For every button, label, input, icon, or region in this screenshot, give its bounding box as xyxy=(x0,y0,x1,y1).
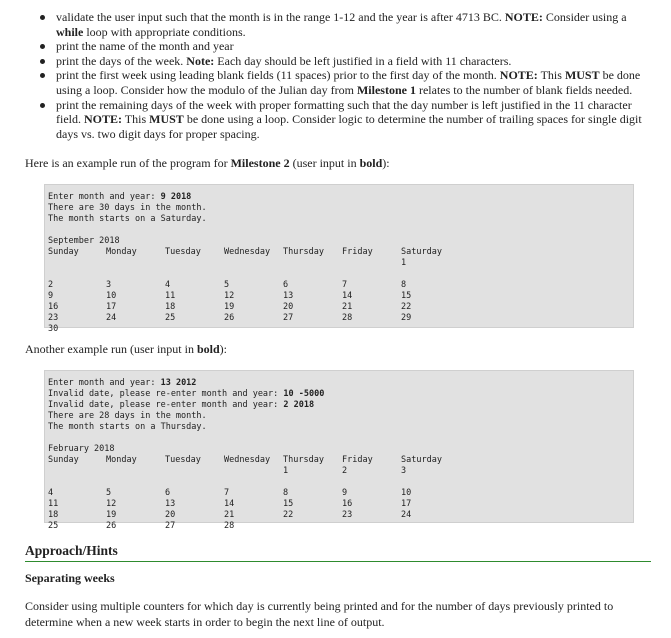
example1-day-cell: 27 xyxy=(283,313,294,323)
example2-day-cell: 1 xyxy=(283,466,289,476)
example1-days-line: There are 30 days in the month. xyxy=(48,203,207,213)
example1-weekday-thursday: Thursday xyxy=(283,247,324,257)
example1-day-cell: 22 xyxy=(401,302,412,312)
example2-weekday-saturday: Saturday xyxy=(401,455,442,465)
example2-day-cell: 16 xyxy=(342,499,353,509)
example2-day-cell: 23 xyxy=(342,510,353,520)
example1-day-cell: 1 xyxy=(401,258,407,268)
example2-day-cell: 14 xyxy=(224,499,235,509)
example1-day-cell: 17 xyxy=(106,302,117,312)
approach-hints-heading: Approach/Hints xyxy=(25,542,651,562)
example2-start-line: The month starts on a Thursday. xyxy=(48,422,207,432)
hint-paragraph: Consider using multiple counters for which day is currently being printed and for the number of days previously printed to determine when a new week starts in order to begin the next line of output. xyxy=(25,599,614,629)
example2-weekday-tuesday: Tuesday xyxy=(165,455,201,465)
requirements-list xyxy=(40,10,650,141)
example1-day-cell: 5 xyxy=(224,280,230,290)
example2-prompt-line-3: Invalid date, please re-enter month and year: 2 2018 xyxy=(48,400,315,410)
example1-day-cell: 8 xyxy=(401,280,407,290)
separating-weeks-subheading: Separating weeks xyxy=(25,571,115,585)
example2-day-cell: 6 xyxy=(165,488,171,498)
example1-weekday-sunday: Sunday xyxy=(48,247,79,257)
example1-day-cell: 11 xyxy=(165,291,176,301)
example1-day-cell: 15 xyxy=(401,291,412,301)
example2-day-cell: 21 xyxy=(224,510,235,520)
example2-day-cell: 24 xyxy=(401,510,412,520)
example1-intro: Here is an example run of the program for Milestone 2 (user input in bold): xyxy=(25,156,390,170)
example1-day-cell: 13 xyxy=(283,291,294,301)
example1-day-cell: 29 xyxy=(401,313,412,323)
example2-prompt-line-2: Invalid date, please re-enter month and year: 10 -5000 xyxy=(48,389,325,399)
example2-weekday-sunday: Sunday xyxy=(48,455,79,465)
example2-day-cell: 8 xyxy=(283,488,289,498)
example2-day-cell: 22 xyxy=(283,510,294,520)
example1-output xyxy=(44,184,634,334)
example2-weekday-thursday: Thursday xyxy=(283,455,324,465)
example2-calendar xyxy=(48,455,628,531)
example1-day-cell: 4 xyxy=(165,280,171,290)
example1-day-cell: 21 xyxy=(342,302,353,312)
example2-day-cell: 26 xyxy=(106,521,117,531)
example2-day-cell: 3 xyxy=(401,466,407,476)
example1-day-cell: 24 xyxy=(106,313,117,323)
example2-day-cell: 28 xyxy=(224,521,235,531)
example2-day-cell: 7 xyxy=(224,488,230,498)
example2-day-cell: 17 xyxy=(401,499,412,509)
example1-day-cell: 18 xyxy=(165,302,176,312)
example2-day-cell: 13 xyxy=(165,499,176,509)
example1-start-line: The month starts on a Saturday. xyxy=(48,214,207,224)
example2-weekday-wednesday: Wednesday xyxy=(224,455,271,465)
example1-month-title: September 2018 xyxy=(48,236,120,246)
example1-weekday-friday: Friday xyxy=(342,247,373,257)
example1-day-cell: 12 xyxy=(224,291,235,301)
example1-weekday-monday: Monday xyxy=(106,247,137,257)
example1-weekday-saturday: Saturday xyxy=(401,247,442,257)
example2-weekday-friday: Friday xyxy=(342,455,373,465)
example1-weekday-tuesday: Tuesday xyxy=(165,247,201,257)
example1-calendar xyxy=(48,247,628,334)
example2-prompt-line-1: Enter month and year: 13 2012 xyxy=(48,378,197,388)
example1-day-cell: 23 xyxy=(48,313,59,323)
example2-month-title: February 2018 xyxy=(48,444,115,454)
example1-day-cell: 7 xyxy=(342,280,348,290)
example2-intro: Another example run (user input in bold): xyxy=(25,342,227,356)
bullet-print-first-week: print the first week using leading blank fields (11 spaces) prior to the first day of the month. NOTE: This MUST be done using a loop. Consider how the modulo of the Julian day from Milestone 1 relates to the number of blank fields needed. xyxy=(40,68,650,97)
example1-day-cell: 16 xyxy=(48,302,59,312)
example2-day-cell: 12 xyxy=(106,499,117,509)
example2-day-cell: 27 xyxy=(165,521,176,531)
example1-day-cell: 14 xyxy=(342,291,353,301)
example1-weekday-wednesday: Wednesday xyxy=(224,247,271,257)
example1-prompt-line: Enter month and year: 9 2018 xyxy=(48,192,192,202)
bullet-print-days-of-week: print the days of the week. Note: Each day should be left justified in a field with 11 characters. xyxy=(40,54,650,69)
example2-output xyxy=(44,370,634,531)
example2-day-cell: 20 xyxy=(165,510,176,520)
example1-day-cell: 3 xyxy=(106,280,112,290)
bullet-validate-input: validate the user input such that the month is in the range 1-12 and the year is after 4713 BC. NOTE: Consider using a while loop with appropriate conditions. xyxy=(40,10,650,39)
example2-days-line: There are 28 days in the month. xyxy=(48,411,207,421)
example2-day-cell: 11 xyxy=(48,499,59,509)
example1-day-cell: 9 xyxy=(48,291,54,301)
example2-day-cell: 18 xyxy=(48,510,59,520)
example1-day-cell: 19 xyxy=(224,302,235,312)
example2-day-cell: 5 xyxy=(106,488,112,498)
example2-day-cell: 25 xyxy=(48,521,59,531)
example2-weekday-monday: Monday xyxy=(106,455,137,465)
example2-day-cell: 15 xyxy=(283,499,294,509)
bullet-print-month-name: print the name of the month and year xyxy=(40,39,650,54)
example1-day-cell: 10 xyxy=(106,291,117,301)
example2-day-cell: 9 xyxy=(342,488,348,498)
example1-day-cell: 25 xyxy=(165,313,176,323)
example1-day-cell: 2 xyxy=(48,280,54,290)
example1-day-cell: 20 xyxy=(283,302,294,312)
example2-day-cell: 2 xyxy=(342,466,348,476)
example2-day-cell: 19 xyxy=(106,510,117,520)
example1-day-cell: 26 xyxy=(224,313,235,323)
example2-day-cell: 4 xyxy=(48,488,54,498)
example1-day-cell: 28 xyxy=(342,313,353,323)
bullet-print-remaining-days: print the remaining days of the week with proper formatting such that the day number is left justified in the 11 character field. NOTE: This MUST be done using a loop. Consider logic to determine the number of trailing spaces for single digit days vs. two digit days for proper spacing. xyxy=(40,98,650,142)
example2-day-cell: 10 xyxy=(401,488,412,498)
example1-day-cell: 6 xyxy=(283,280,289,290)
example1-day-cell: 30 xyxy=(48,324,59,334)
